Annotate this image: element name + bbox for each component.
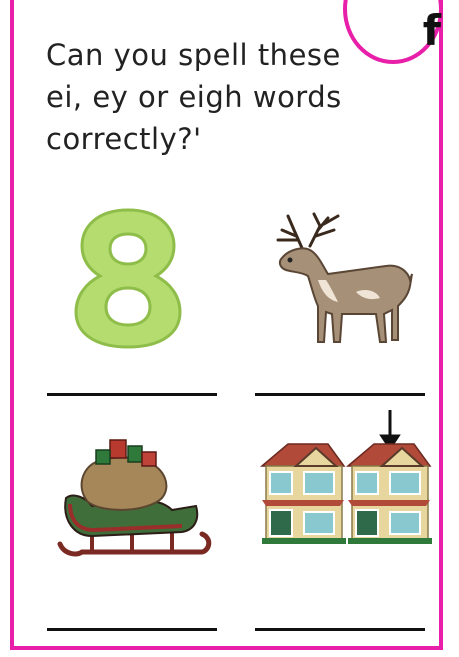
answer-line-3[interactable] xyxy=(47,628,217,631)
answer-line-1[interactable] xyxy=(47,393,217,396)
question-line-1: Can you spell these xyxy=(46,38,341,72)
corner-letter: f xyxy=(422,6,441,55)
answer-line-4[interactable] xyxy=(255,628,425,631)
sleigh-icon xyxy=(52,432,212,562)
question-line-3: correctly?' xyxy=(46,122,202,156)
question-text xyxy=(46,34,376,160)
answer-line-2[interactable] xyxy=(255,393,425,396)
reindeer-icon xyxy=(268,210,418,350)
number-eight-icon xyxy=(68,206,188,351)
houses-icon xyxy=(258,408,438,548)
question-line-2: ei, ey or eigh words xyxy=(46,80,342,114)
